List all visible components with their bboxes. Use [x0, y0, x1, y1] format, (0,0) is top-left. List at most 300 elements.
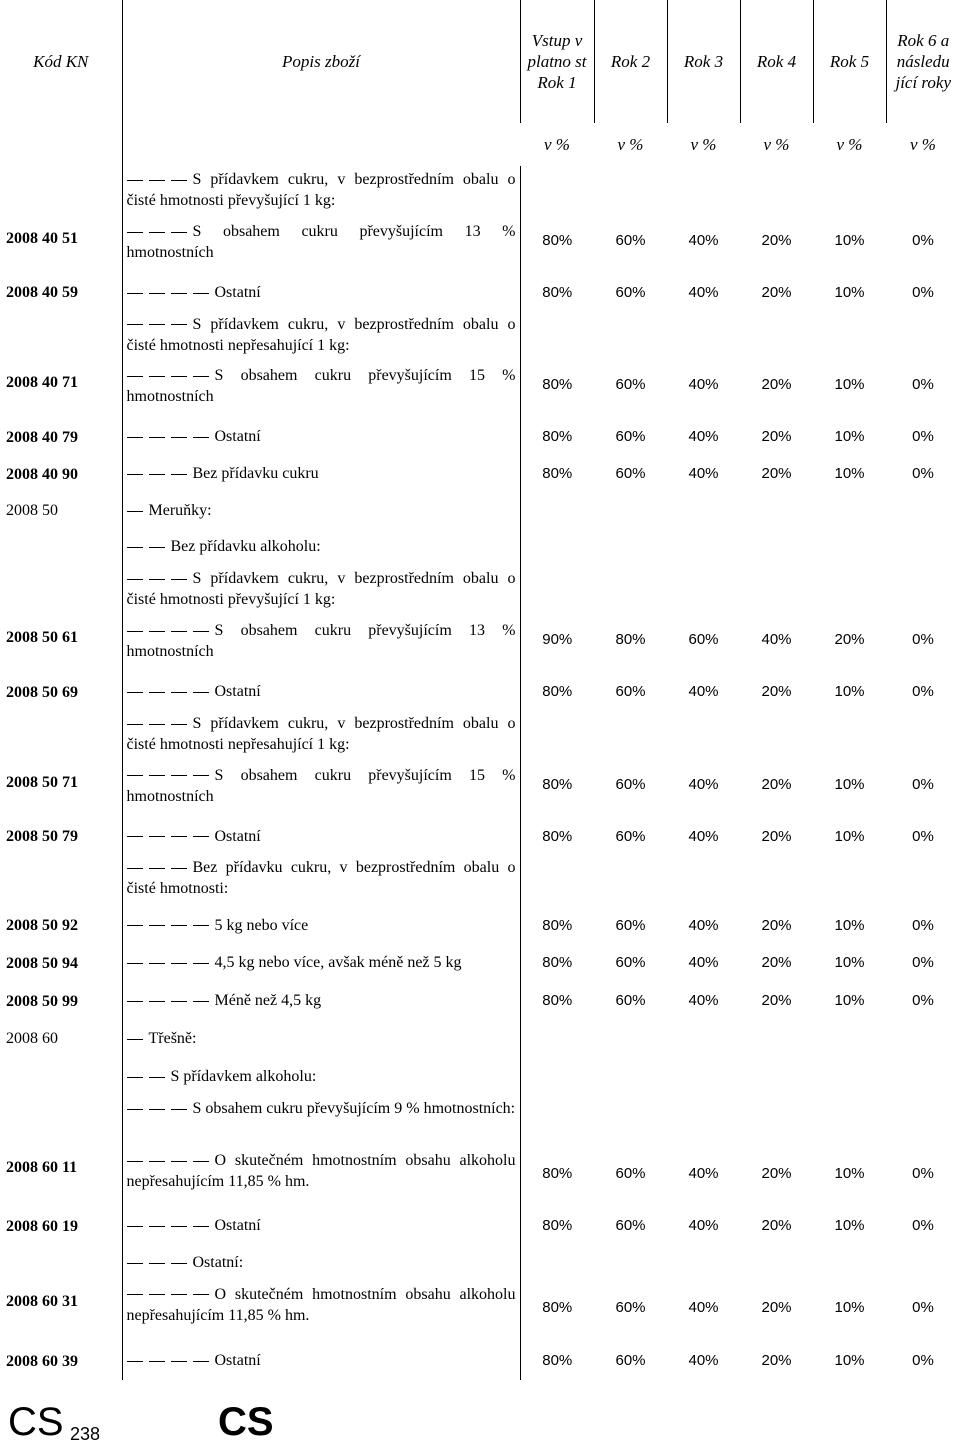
rate-year-3 — [667, 710, 740, 762]
unit-year-1: v % — [544, 134, 570, 154]
table-row — [0, 710, 960, 762]
rate-year-4 — [740, 1057, 813, 1095]
description-text: Třešně: — [148, 1029, 197, 1047]
header-row — [0, 0, 960, 123]
rate-year-6: 0% — [912, 1217, 934, 1235]
table-row — [0, 944, 960, 982]
indent-dashes — [127, 767, 215, 784]
rate-year-5: 10% — [834, 428, 865, 446]
description-text: Ostatní: — [192, 1253, 244, 1271]
rate-year-2: 60% — [615, 683, 646, 700]
rate-year-2: 60% — [615, 775, 646, 793]
rate-year-3: 40% — [688, 1352, 719, 1370]
header-year-1: Vstup v platno st Rok 1 — [520, 0, 594, 123]
header-year-3: Rok 3 — [667, 0, 740, 123]
rate-year-1: 80% — [520, 218, 594, 274]
indent-dashes — [127, 683, 215, 700]
indent-dashes — [127, 1352, 215, 1369]
rate-year-3 — [667, 492, 740, 529]
rate-year-1: 80% — [520, 419, 594, 456]
description-text: S obsahem cukru převyšujícím 15 % hmotnostních — [126, 766, 516, 805]
rate-year-6: 0% — [912, 683, 934, 700]
description-text: S přídavkem cukru, v bezprostředním obalu o čisté hmotnosti převyšující 1 kg: — [126, 570, 516, 609]
goods-description — [122, 710, 520, 762]
rate-year-6 — [886, 854, 960, 906]
kn-code: 2008 40 90 — [6, 465, 78, 483]
rate-year-6: 0% — [912, 775, 934, 793]
rate-year-3: 40% — [688, 428, 719, 446]
rate-year-5: 10% — [834, 1298, 865, 1316]
rate-year-4: 40% — [761, 631, 792, 649]
rate-year-4 — [740, 1095, 813, 1147]
table-row — [0, 1281, 960, 1341]
indent-dashes — [127, 1068, 171, 1085]
rate-year-6 — [886, 492, 960, 529]
unit-year-3: v % — [690, 134, 717, 154]
rate-year-5 — [813, 492, 886, 529]
rate-year-5: 10% — [834, 1164, 865, 1182]
rate-year-6: 0% — [912, 231, 934, 249]
description-text: Ostatní — [214, 1352, 261, 1370]
kn-code: 2008 60 — [6, 1030, 58, 1048]
kn-code: 2008 50 69 — [6, 683, 78, 701]
rate-year-3: 40% — [688, 283, 719, 301]
rate-year-4 — [740, 710, 813, 762]
rate-year-6 — [886, 311, 960, 363]
goods-description — [122, 455, 520, 492]
goods-description — [122, 818, 520, 855]
rate-year-4 — [740, 1020, 813, 1058]
goods-description — [122, 1341, 520, 1380]
rate-year-2 — [594, 1244, 667, 1281]
rate-year-1 — [520, 1057, 594, 1095]
indent-dashes — [127, 954, 215, 971]
table-row — [0, 311, 960, 363]
table-row — [0, 1207, 960, 1244]
rate-year-1: 80% — [520, 1207, 594, 1244]
rate-year-6: 0% — [912, 916, 934, 934]
kn-code — [0, 710, 122, 762]
rate-year-6: 0% — [912, 465, 934, 483]
rate-year-4: 20% — [761, 1164, 792, 1182]
rate-year-6 — [886, 710, 960, 762]
rate-year-4 — [740, 166, 813, 218]
table-row — [0, 1147, 960, 1207]
unit-year-5: v % — [836, 134, 863, 154]
indent-dashes — [127, 992, 215, 1009]
rate-year-5: 10% — [834, 992, 865, 1010]
table-row — [0, 274, 960, 311]
rate-year-3: 40% — [688, 465, 719, 483]
rate-year-2: 60% — [615, 428, 646, 446]
table-row — [0, 617, 960, 673]
table-row — [0, 982, 960, 1020]
description-text: Méně než 4,5 kg — [214, 992, 322, 1010]
rate-year-6: 0% — [912, 992, 934, 1010]
rate-year-5: 20% — [834, 631, 865, 649]
kn-code: 2008 50 79 — [6, 828, 78, 846]
unit-year-4: v % — [763, 134, 790, 154]
unit-year-2: v % — [617, 134, 644, 154]
indent-dashes — [127, 465, 193, 482]
table-row — [0, 529, 960, 566]
kn-code — [0, 529, 122, 566]
description-text: O skutečném hmotnostním obsahu alkoholu nepřesahujícím 11,85 % hm. — [126, 1285, 516, 1324]
description-text: Ostatní — [214, 827, 261, 845]
rate-year-1: 80% — [520, 673, 594, 710]
indent-dashes — [127, 502, 149, 519]
rate-year-6: 0% — [912, 1164, 934, 1182]
kn-code: 2008 40 51 — [6, 229, 78, 247]
table-row — [0, 1057, 960, 1095]
rate-year-2 — [594, 854, 667, 906]
unit-year-6: v % — [910, 134, 936, 154]
table-row — [0, 762, 960, 818]
header-year-5: Rok 5 — [813, 0, 886, 123]
table-row — [0, 218, 960, 274]
indent-dashes — [127, 367, 215, 384]
rate-year-6 — [886, 1244, 960, 1281]
rate-year-1: 80% — [520, 906, 594, 944]
kn-code: 2008 50 99 — [6, 992, 78, 1010]
description-text: S obsahem cukru převyšujícím 13 % hmotnostních — [126, 222, 516, 261]
description-text: Ostatní — [214, 1217, 261, 1235]
description-text: S obsahem cukru převyšujícím 13 % hmotnostních — [126, 622, 516, 661]
rate-year-5: 10% — [834, 465, 865, 483]
description-text: Ostatní — [214, 683, 261, 700]
table-body — [0, 166, 960, 1380]
table-row — [0, 1020, 960, 1058]
rate-year-5 — [813, 710, 886, 762]
rate-year-6: 0% — [912, 428, 934, 446]
rate-year-6 — [886, 166, 960, 218]
goods-description — [122, 854, 520, 906]
table-row — [0, 362, 960, 418]
rate-year-4: 20% — [761, 954, 792, 972]
rate-year-3 — [667, 529, 740, 566]
rate-year-6: 0% — [912, 1352, 934, 1370]
rate-year-2: 80% — [615, 631, 646, 649]
goods-description — [122, 673, 520, 710]
rate-year-6 — [886, 1020, 960, 1058]
table-row — [0, 565, 960, 617]
rate-year-4: 20% — [761, 283, 792, 301]
rate-year-2: 60% — [615, 1217, 646, 1235]
rate-year-2 — [594, 529, 667, 566]
rate-year-1 — [520, 1020, 594, 1058]
kn-code: 2008 50 92 — [6, 917, 78, 935]
kn-code: 2008 60 39 — [6, 1352, 78, 1370]
rate-year-6 — [886, 529, 960, 566]
rate-year-4: 20% — [761, 428, 792, 446]
rate-year-5 — [813, 1020, 886, 1058]
rate-year-3: 40% — [688, 1164, 719, 1182]
rate-year-3: 40% — [688, 1298, 719, 1316]
rate-year-4: 20% — [761, 1298, 792, 1316]
indent-dashes — [127, 1100, 193, 1117]
rate-year-4 — [740, 854, 813, 906]
rate-year-2: 60% — [615, 992, 646, 1010]
rate-year-1 — [520, 529, 594, 566]
rate-year-4 — [740, 1244, 813, 1281]
table-row — [0, 419, 960, 456]
rate-year-1: 80% — [520, 982, 594, 1020]
rate-year-4: 20% — [761, 683, 792, 700]
footer-language-code: CS — [8, 1400, 64, 1444]
rate-year-5 — [813, 1244, 886, 1281]
table-row — [0, 818, 960, 855]
indent-dashes — [127, 917, 215, 934]
rate-year-1: 80% — [520, 944, 594, 982]
rate-year-1 — [520, 1095, 594, 1147]
rate-year-2: 60% — [615, 231, 646, 249]
kn-code: 2008 40 59 — [6, 284, 78, 302]
goods-description — [122, 906, 520, 944]
rate-year-5 — [813, 529, 886, 566]
indent-dashes — [127, 622, 215, 639]
goods-description — [122, 1057, 520, 1095]
indent-dashes — [127, 1217, 215, 1234]
rate-year-5: 10% — [834, 283, 865, 301]
rate-year-3 — [667, 1057, 740, 1095]
rate-year-1: 80% — [520, 1147, 594, 1207]
rate-year-2: 60% — [615, 827, 646, 845]
rate-year-3: 40% — [688, 683, 719, 700]
rate-year-3: 40% — [688, 992, 719, 1010]
goods-description — [122, 1020, 520, 1058]
table-row — [0, 1244, 960, 1281]
footer-language-code-bold: CS — [218, 1400, 274, 1444]
table-row — [0, 1341, 960, 1380]
kn-code: 2008 60 31 — [6, 1292, 78, 1310]
kn-code — [0, 166, 122, 218]
header-year-4: Rok 4 — [740, 0, 813, 123]
rate-year-1: 80% — [520, 1341, 594, 1380]
rate-year-1 — [520, 710, 594, 762]
kn-code: 2008 40 79 — [6, 428, 78, 446]
description-text: S přídavkem cukru, v bezprostředním obalu o čisté hmotnosti nepřesahující 1 kg: — [126, 315, 516, 354]
goods-description — [122, 274, 520, 311]
rate-year-4 — [740, 529, 813, 566]
indent-dashes — [127, 316, 193, 333]
rate-year-2: 60% — [615, 954, 646, 972]
rate-year-5: 10% — [834, 916, 865, 934]
description-text: S přídavkem cukru, v bezprostředním obalu o čisté hmotnosti nepřesahující 1 kg: — [126, 714, 516, 753]
indent-dashes — [127, 715, 193, 732]
goods-description — [122, 1207, 520, 1244]
rate-year-3: 40% — [688, 827, 719, 845]
description-text: S obsahem cukru převyšujícím 9 % hmotnostních: — [192, 1100, 516, 1118]
rate-year-2 — [594, 166, 667, 218]
rate-year-5: 10% — [834, 775, 865, 793]
rate-year-2 — [594, 565, 667, 617]
description-text: 4,5 kg nebo více, avšak méně než 5 kg — [214, 954, 462, 972]
rate-year-4 — [740, 492, 813, 529]
rate-year-3: 40% — [688, 954, 719, 972]
rate-year-1: 80% — [520, 455, 594, 492]
indent-dashes — [127, 284, 215, 301]
rate-year-3 — [667, 166, 740, 218]
rate-year-2 — [594, 492, 667, 529]
unit-row — [0, 123, 960, 166]
rate-year-1 — [520, 166, 594, 218]
rate-year-4: 20% — [761, 775, 792, 793]
rate-year-2: 60% — [615, 1164, 646, 1182]
rate-year-4: 20% — [761, 992, 792, 1010]
rate-year-6 — [886, 1095, 960, 1147]
kn-code — [0, 1057, 122, 1095]
description-text: Bez přídavku cukru — [192, 465, 319, 483]
rate-year-6 — [886, 1057, 960, 1095]
rate-year-6: 0% — [912, 376, 934, 394]
rate-year-5: 10% — [834, 1352, 865, 1370]
rate-year-1: 80% — [520, 762, 594, 818]
description-text: Ostatní — [214, 283, 261, 301]
goods-description — [122, 311, 520, 363]
header-description: Popis zboží — [122, 0, 520, 123]
goods-description — [122, 419, 520, 456]
rate-year-6: 0% — [912, 954, 934, 972]
goods-description — [122, 166, 520, 218]
rate-year-5 — [813, 311, 886, 363]
indent-dashes — [127, 1286, 215, 1303]
rate-year-3: 40% — [688, 231, 719, 249]
description-text: Bez přídavku alkoholu: — [170, 538, 321, 556]
rate-year-5: 10% — [834, 376, 865, 394]
kn-code: 2008 50 71 — [6, 773, 78, 791]
kn-code: 2008 50 — [6, 502, 58, 520]
description-text: S obsahem cukru převyšujícím 15 % hmotnostních — [126, 367, 516, 406]
kn-code: 2008 60 19 — [6, 1217, 78, 1235]
kn-code: 2008 50 94 — [6, 954, 78, 972]
rate-year-2 — [594, 1057, 667, 1095]
rate-year-2: 60% — [615, 465, 646, 483]
goods-description — [122, 1281, 520, 1341]
rate-year-3: 40% — [688, 376, 719, 394]
rate-year-3 — [667, 565, 740, 617]
rate-year-6: 0% — [912, 827, 934, 845]
rate-year-4 — [740, 311, 813, 363]
goods-description — [122, 617, 520, 673]
rate-year-1: 80% — [520, 362, 594, 418]
goods-description — [122, 529, 520, 566]
rate-year-1 — [520, 492, 594, 529]
rate-year-6: 0% — [912, 631, 934, 649]
rate-year-2: 60% — [615, 916, 646, 934]
indent-dashes — [127, 428, 215, 445]
rate-year-3 — [667, 1020, 740, 1058]
kn-code — [0, 854, 122, 906]
goods-description — [122, 1095, 520, 1147]
rate-year-6: 0% — [912, 1298, 934, 1316]
goods-description — [122, 944, 520, 982]
rate-year-5 — [813, 1095, 886, 1147]
goods-description — [122, 762, 520, 818]
indent-dashes — [127, 1254, 193, 1271]
rate-year-6 — [886, 565, 960, 617]
kn-code — [0, 1095, 122, 1147]
rate-year-1: 90% — [520, 617, 594, 673]
rate-year-4: 20% — [761, 1352, 792, 1370]
table-row — [0, 492, 960, 529]
rate-year-1 — [520, 854, 594, 906]
rate-year-3: 60% — [688, 631, 719, 649]
footer-page-number: 238 — [70, 1424, 101, 1444]
rate-year-2: 60% — [615, 1352, 646, 1370]
rate-year-1: 80% — [520, 818, 594, 855]
description-text: Meruňky: — [148, 501, 212, 519]
indent-dashes — [127, 1030, 149, 1047]
rate-year-1: 80% — [520, 1281, 594, 1341]
rate-year-5: 10% — [834, 827, 865, 845]
kn-code: 2008 60 11 — [6, 1158, 78, 1176]
header-year-6: Rok 6 a následu jící roky — [895, 31, 952, 92]
rate-year-3 — [667, 1244, 740, 1281]
rate-year-5 — [813, 1057, 886, 1095]
kn-code — [0, 311, 122, 363]
indent-dashes — [127, 538, 171, 555]
rate-year-5 — [813, 854, 886, 906]
rate-year-1 — [520, 311, 594, 363]
goods-description — [122, 218, 520, 274]
rate-year-2: 60% — [615, 283, 646, 301]
rate-year-2 — [594, 311, 667, 363]
goods-description — [122, 492, 520, 529]
rate-year-4: 20% — [761, 916, 792, 934]
goods-description — [122, 1244, 520, 1281]
table-row — [0, 166, 960, 218]
rate-year-2 — [594, 710, 667, 762]
description-text: 5 kg nebo více — [214, 916, 309, 934]
kn-code — [0, 1244, 122, 1281]
rate-year-3: 40% — [688, 775, 719, 793]
indent-dashes — [127, 859, 193, 876]
rate-year-1 — [520, 1244, 594, 1281]
rate-year-1 — [520, 565, 594, 617]
indent-dashes — [127, 171, 193, 188]
rate-year-2 — [594, 1095, 667, 1147]
table-row — [0, 673, 960, 710]
rate-year-5: 10% — [834, 683, 865, 700]
description-text: S přídavkem alkoholu: — [170, 1067, 317, 1085]
description-text: S přídavkem cukru, v bezprostředním obalu o čisté hmotnosti převyšující 1 kg: — [126, 171, 516, 209]
rate-year-6: 0% — [912, 283, 934, 301]
description-text: O skutečném hmotnostním obsahu alkoholu nepřesahujícím 11,85 % hm. — [126, 1151, 516, 1190]
rate-year-3 — [667, 854, 740, 906]
table-row — [0, 854, 960, 906]
rate-year-5: 10% — [834, 1217, 865, 1235]
kn-code: 2008 50 61 — [6, 629, 78, 647]
kn-code — [0, 565, 122, 617]
kn-code: 2008 40 71 — [6, 374, 78, 392]
indent-dashes — [127, 1152, 215, 1169]
rate-year-1: 80% — [520, 274, 594, 311]
rate-year-2: 60% — [615, 376, 646, 394]
description-text: Bez přídavku cukru, v bezprostředním obalu o čisté hmotnosti: — [126, 859, 516, 898]
indent-dashes — [127, 223, 193, 240]
rate-year-4: 20% — [761, 231, 792, 249]
goods-description — [122, 565, 520, 617]
table-row — [0, 455, 960, 492]
rate-year-5: 10% — [834, 954, 865, 972]
rate-year-5: 10% — [834, 231, 865, 249]
rate-year-2: 60% — [615, 1298, 646, 1316]
rate-year-4 — [740, 565, 813, 617]
table-row — [0, 1095, 960, 1147]
rate-year-4: 20% — [761, 376, 792, 394]
rate-year-5 — [813, 565, 886, 617]
table-row — [0, 906, 960, 944]
